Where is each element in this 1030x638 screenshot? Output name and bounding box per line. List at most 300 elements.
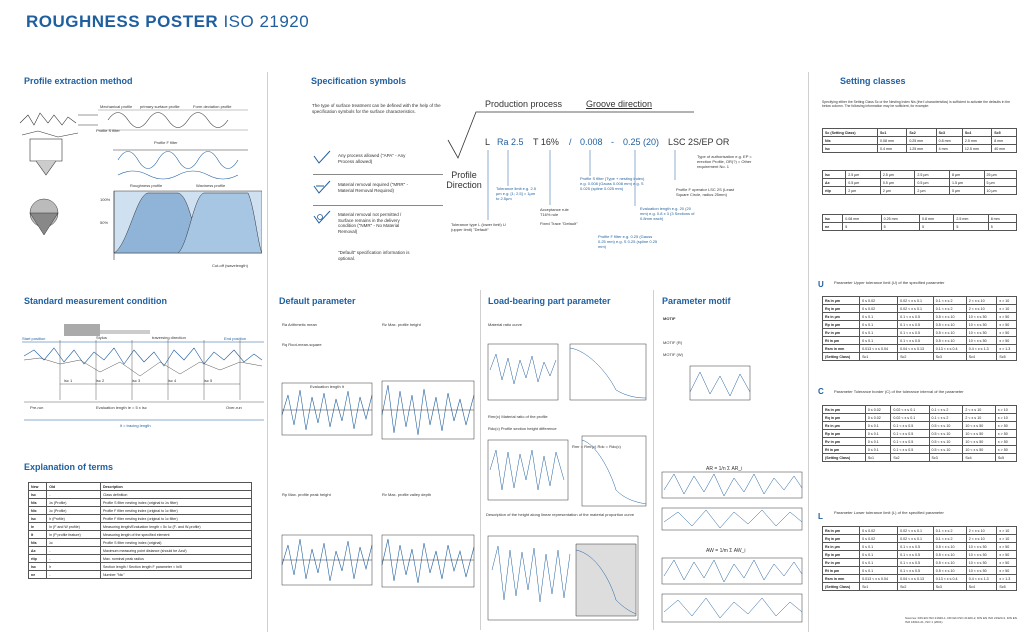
table-cell: - — [47, 571, 101, 579]
table-cell: 0.5 < x ≤ 10 — [933, 329, 966, 337]
table-cell: 0 ≤ 0.1 — [860, 543, 898, 551]
table-cell: 0.1 < x ≤ 2 — [929, 406, 963, 414]
section-profile-extraction: Profile extraction method — [24, 76, 133, 86]
default-eval-label: Evaluation length lt — [310, 384, 344, 389]
table-cell: lr (Profile) — [47, 515, 101, 523]
table-row — [823, 406, 1017, 414]
table-row — [823, 137, 1017, 145]
terms-header — [29, 483, 252, 491]
table-cell: 0.5 < x ≤ 10 — [933, 321, 966, 329]
table-cell: ne — [823, 223, 843, 231]
table-cell: 10 < x ≤ 50 — [966, 551, 997, 559]
table-row — [823, 321, 1017, 329]
table-cell: Ra in µm — [823, 406, 866, 414]
table-row — [823, 337, 1017, 345]
setting-table-1 — [822, 128, 1017, 153]
callout-f2: 0.25 (20) — [623, 137, 660, 147]
table-cell: Rz in µm — [823, 543, 860, 551]
table-cell: 10 < x ≤ 50 — [966, 313, 997, 321]
table-cell: Sc3 — [929, 454, 963, 462]
table-cell: Δx — [29, 547, 47, 555]
note-tolerance-type: Tolerance type L (lower limit) U (upper limit) "Default" — [451, 222, 506, 232]
table-cell: 0.04 < x ≤ 0.13 — [898, 345, 934, 353]
table-cell: rtip — [823, 187, 846, 195]
table-row — [823, 551, 1017, 559]
table-cell: Rq in µm — [823, 414, 866, 422]
table-cell: 5 — [843, 223, 881, 231]
table-cell: 5 — [988, 223, 1016, 231]
table-cell: lt — [29, 531, 47, 539]
table-cell: 0 ≤ 0.1 — [865, 438, 891, 446]
table-cell: 2 < x ≤ 10 — [966, 527, 997, 535]
th: Sc1 — [877, 129, 906, 137]
table-cell: 0.5 < x ≤ 10 — [933, 559, 966, 567]
title-iso: ISO 21920 — [223, 12, 310, 31]
table-cell: 0.1 < x ≤ 0.5 — [898, 329, 934, 337]
th: Old — [47, 483, 101, 491]
table-cell: 0.1 < x ≤ 0.5 — [891, 430, 929, 438]
table-cell: (Setting Class) — [823, 353, 860, 361]
table-cell: Rt in µm — [823, 337, 860, 345]
th: Sc5 — [992, 129, 1017, 137]
table-cell: 0.8 mm — [936, 137, 962, 145]
spec-any-process: Any process allowed ("APA" - Any Process allowed) — [338, 153, 406, 164]
note-tolerance-limit: Tolerance limit e.g. 2.5 µm e.g. [1; 2.5] = 1µm to 2.5µm — [496, 186, 537, 201]
section-standard-measurement: Standard measurement condition — [24, 296, 168, 306]
table-cell: Maximum measuring point distance (should be Δx≤f) — [100, 547, 251, 555]
section-load-bearing: Load-bearing part parameter — [488, 296, 611, 306]
callout-dash: - — [611, 137, 614, 147]
motif-w-label: MOTIF (W) — [663, 352, 683, 357]
table-cell: 0.1 < x ≤ 0.5 — [898, 313, 934, 321]
spec-nmr: Material removal not permitted / Surface remains in the delivery condition ("NMR" - No Material Removal) — [338, 212, 402, 234]
table-cell: Ra in µm — [823, 297, 860, 305]
table-cell: 0.013 < x ≤ 0.04 — [860, 345, 898, 353]
note-f-filter: Profile F filter e.g. 0.25 (Gauss 0.25 mm) e.g. S 0.25 (spline 0.25 mm) — [598, 234, 658, 249]
c-table-body — [823, 406, 1017, 462]
th: Sc3 — [936, 129, 962, 137]
motif-title: MOTIF — [663, 316, 676, 321]
table-cell: x > 50 — [995, 422, 1016, 430]
table-cell: 2 µm — [880, 187, 915, 195]
table-cell: 0.1 < x ≤ 2 — [933, 297, 966, 305]
table-cell: 0.25 mm — [907, 137, 936, 145]
table-row — [823, 559, 1017, 567]
table-cell: x > 50 — [997, 551, 1017, 559]
table-cell: Sc4 — [966, 583, 997, 591]
table-row — [823, 430, 1017, 438]
table-cell: x > 10 — [995, 414, 1016, 422]
divider-4 — [653, 290, 654, 630]
l-marker: L — [818, 512, 823, 521]
table-cell: 10 < x ≤ 50 — [966, 567, 997, 575]
table-cell: 10 < x ≤ 50 — [966, 329, 997, 337]
over-run-label: Over-run — [226, 405, 242, 410]
table-cell: Rv in µm — [823, 329, 860, 337]
table-cell: x > 10 — [997, 305, 1017, 313]
lsc-label-1: lsc 1 — [64, 378, 73, 383]
table-cell: 10 < x ≤ 50 — [963, 438, 995, 446]
section-setting-classes: Setting classes — [840, 76, 906, 86]
table-cell: lr — [47, 563, 101, 571]
table-cell: 4 mm — [936, 145, 962, 153]
table-row — [823, 414, 1017, 422]
lsc-label-5: lsc 5 — [204, 378, 213, 383]
groove-direction-label: Groove direction — [586, 99, 653, 109]
table-cell: 2 < x ≤ 10 — [966, 305, 997, 313]
spec-sep-2 — [313, 205, 443, 206]
lsc-label-4: lsc 4 — [168, 378, 177, 383]
table-cell: Rsm in mm — [823, 345, 860, 353]
table-cell: 8 mm — [992, 137, 1017, 145]
table-cell: (Setting Class) — [823, 583, 860, 591]
table-cell: 0.02 < x ≤ 0.1 — [891, 414, 929, 422]
table-cell: 2.5 µm — [880, 171, 915, 179]
table-row — [823, 145, 1017, 153]
table-row — [823, 567, 1017, 575]
table-cell: 0.04 < x ≤ 0.13 — [898, 575, 934, 583]
table-cell: 10 < x ≤ 50 — [966, 321, 997, 329]
th: Sc (Setting Class) — [823, 129, 878, 137]
note-eval-length: Evaluation length e.g. 20 (20 mm) e.g. 0.8 x 3 (3 Sections of 0.8mm each) — [640, 206, 695, 221]
note-p-operator: Profile F operator LSC 2S (Least Square Circle, radius 25mm) — [676, 187, 735, 197]
motif-formula-aw: AW = 1/m Σ AW_i — [706, 548, 746, 554]
table-cell: Rq in µm — [823, 305, 860, 313]
table-cell: 0.5 < x ≤ 10 — [933, 313, 966, 321]
title-bold: ROUGHNESS POSTER — [26, 12, 219, 31]
divider-1 — [267, 72, 268, 632]
table-cell: 0 ≤ 0.02 — [865, 406, 891, 414]
table-cell: Sc1 — [860, 353, 898, 361]
bearing-formula: Rmr = Rmr(c) Rdc = Rdc(c) — [572, 444, 621, 449]
table-cell: 0.4 < x ≤ 1.3 — [966, 345, 997, 353]
th: Sc4 — [962, 129, 991, 137]
table-cell: 0 ≤ 0.02 — [860, 527, 898, 535]
setting-table-2-body — [823, 171, 1017, 195]
table-cell: 2 µm — [915, 187, 950, 195]
table-cell: Nis — [29, 539, 47, 547]
table-cell: 0 ≤ 0.02 — [865, 414, 891, 422]
table-row — [823, 329, 1017, 337]
bearing-rmr-label: Rmr(c) Material ratio of the profile — [488, 414, 548, 419]
table-cell: 40 mm — [992, 145, 1017, 153]
table-cell: 0.08 mm — [843, 215, 881, 223]
bearing-rdc-label: Rdc(c) Profile section height difference — [488, 426, 557, 431]
table-row — [823, 313, 1017, 321]
table-cell: 0.5 < x ≤ 10 — [933, 337, 966, 345]
pe-label-sfilter: Profile S filter — [96, 128, 120, 133]
table-cell: Ra in µm — [823, 527, 860, 535]
table-cell: 0.1 < x ≤ 0.5 — [898, 567, 934, 575]
table-cell: Profile S filter nesting index (original to λs filter) — [100, 499, 251, 507]
table-cell: 10 µm — [984, 187, 1016, 195]
table-row — [823, 187, 1017, 195]
table-cell: Max. nominal peak radius — [100, 555, 251, 563]
table-cell: Class definition — [100, 491, 251, 499]
table-cell: Rq in µm — [823, 535, 860, 543]
production-process-label: Production process — [485, 99, 563, 109]
table-cell: 0.25 mm — [881, 215, 919, 223]
th: Sc2 — [907, 129, 936, 137]
table-cell: Δx — [823, 179, 846, 187]
table-cell: x > 50 — [995, 438, 1016, 446]
table-cell: 0.5 < x ≤ 10 — [929, 430, 963, 438]
table-row — [823, 422, 1017, 430]
load-bearing-charts — [486, 340, 650, 625]
table-cell: lsc — [29, 515, 47, 523]
pe-label-waviness: Waviness profile — [196, 183, 226, 188]
table-cell: rtip — [29, 555, 47, 563]
table-cell: 0 ≤ 0.1 — [865, 430, 891, 438]
spec-default-note: "Default" specification information is optional. — [338, 250, 410, 261]
section-spec-symbols: Specification symbols — [311, 76, 407, 86]
table-cell: Sc5 — [997, 353, 1017, 361]
pe-label-50: 50% — [100, 220, 109, 225]
end-position-label: End position — [224, 336, 247, 341]
default-rp-label: Rp Max. profile peak height — [282, 492, 331, 497]
table-cell: ln (P profile feature) — [47, 531, 101, 539]
setting-table-3 — [822, 214, 1017, 231]
table-cell: Measuring length/Evaluation length ≈ 5x λc (F- and W-profile) — [100, 523, 251, 531]
callout-lsc: LSC 2S/EP OR — [668, 137, 730, 147]
table-row — [29, 547, 252, 555]
table-cell: 0.5 < x ≤ 10 — [929, 438, 963, 446]
table-cell: x > 10 — [997, 527, 1017, 535]
table-cell: x > 50 — [997, 321, 1017, 329]
table-cell: Rz in µm — [823, 422, 866, 430]
table-cell: 0.13 < x ≤ 0.4 — [933, 575, 966, 583]
poster-title — [26, 12, 309, 32]
table-cell: 0 ≤ 0.1 — [865, 446, 891, 454]
table-cell: 5 — [954, 223, 988, 231]
callout-slash: / — [569, 137, 572, 147]
tracing-length-label: lt = tracing length — [120, 423, 151, 428]
l-table — [822, 526, 1017, 591]
table-cell: 2 µm — [846, 187, 881, 195]
table-cell: x > 1.3 — [997, 345, 1017, 353]
table-cell: x > 50 — [997, 329, 1017, 337]
table-row — [823, 215, 1017, 223]
table-cell: x > 10 — [995, 406, 1016, 414]
table-cell: 0.5 < x ≤ 10 — [933, 551, 966, 559]
table-cell: Rv in µm — [823, 438, 866, 446]
table-cell: 2 < x ≤ 10 — [963, 414, 995, 422]
table-row — [823, 527, 1017, 535]
table-cell: Sc1 — [865, 454, 891, 462]
u-table-body — [823, 297, 1017, 361]
table-row — [823, 297, 1017, 305]
table-cell: 0 ≤ 0.1 — [865, 422, 891, 430]
table-cell: x > 50 — [997, 313, 1017, 321]
c-marker: C — [818, 387, 824, 396]
table-cell: (Setting Class) — [823, 454, 866, 462]
motif-formula-ar: AR = 1/n Σ AR_i — [706, 466, 743, 472]
table-cell: 2 < x ≤ 10 — [963, 406, 995, 414]
check-icon-nmr — [313, 210, 331, 224]
table-cell: 5 µm — [949, 187, 984, 195]
table-cell: x > 50 — [997, 543, 1017, 551]
note-s-filter: Profile S filter (Type + nesting index) e.g. 0.008 (Gauss 0.008 mm) e.g. S 0.025 (spline 0.025 mm) — [580, 176, 645, 191]
table-cell: 10 < x ≤ 50 — [966, 337, 997, 345]
table-cell: - — [47, 555, 101, 563]
profile-direction-label: Profile Direction — [446, 170, 482, 190]
table-cell: Sc2 — [891, 454, 929, 462]
table-cell: 0.1 < x ≤ 2 — [933, 527, 966, 535]
table-cell: 0 ≤ 0.1 — [860, 567, 898, 575]
table-cell: Profile F filter nesting index (original to λc filter) — [100, 507, 251, 515]
table-row — [823, 353, 1017, 361]
table-cell: 0.02 < x ≤ 0.1 — [898, 305, 934, 313]
spec-mrr: Material removal required ("MRR" - Material Removal Required) — [338, 182, 408, 193]
table-cell: 0.1 < x ≤ 0.5 — [898, 337, 934, 345]
table-cell: Section length / Section length F parameter ≈ ln/5 — [100, 563, 251, 571]
table-cell: Sc3 — [933, 583, 966, 591]
default-rv-label: Rv Max. profile valley depth — [382, 492, 432, 497]
stylus-label: Stylus — [96, 335, 107, 340]
pe-label-cutoff: Cut-off (wavelength) — [212, 263, 248, 268]
table-cell: 0.5 µm — [880, 179, 915, 187]
table-row — [823, 179, 1017, 187]
pe-label-primary: primary surface profile — [140, 104, 180, 109]
table-cell: 0 ≤ 0.1 — [860, 321, 898, 329]
table-row — [823, 171, 1017, 179]
l-table-body — [823, 527, 1017, 591]
table-cell: x > 10 — [997, 535, 1017, 543]
check-icon-mrr — [313, 180, 331, 194]
table-cell: 5 µm — [984, 179, 1016, 187]
table-cell: x > 50 — [997, 567, 1017, 575]
table-row — [823, 543, 1017, 551]
table-cell: 2 < x ≤ 10 — [966, 297, 997, 305]
table-row — [29, 515, 252, 523]
table-row — [823, 345, 1017, 353]
table-cell: 10 < x ≤ 50 — [963, 446, 995, 454]
table-cell: 0 ≤ 0.1 — [860, 551, 898, 559]
table-cell: - — [47, 547, 101, 555]
table-cell: λs (Profile) — [47, 499, 101, 507]
table-cell: 0.02 < x ≤ 0.1 — [891, 406, 929, 414]
table-cell: ne — [29, 571, 47, 579]
lsc-label-2: lsc 2 — [96, 378, 105, 383]
default-rq-label: Rq Root-mean-square — [282, 342, 322, 347]
table-cell: Sc3 — [933, 353, 966, 361]
bearing-description: Description of the height along linear representation of the material proportion curve — [486, 512, 635, 517]
table-cell: lsc — [29, 491, 47, 499]
callout-l: L — [485, 137, 491, 147]
table-row — [29, 539, 252, 547]
table-cell: 10 < x ≤ 50 — [966, 543, 997, 551]
table-cell: 0.02 < x ≤ 0.1 — [898, 535, 934, 543]
table-cell: Sc5 — [995, 454, 1016, 462]
table-cell: lsc — [823, 145, 878, 153]
table-cell: Rp in µm — [823, 321, 860, 329]
table-cell: 0.08 mm — [877, 137, 906, 145]
u-table-title: Parameter Upper tolerance limit (U) of the specified parameter — [834, 280, 945, 285]
note-auth: Type of authorisation e.g. EP = erection Profile, OR(?) = Other requirement No. 1 — [697, 154, 752, 169]
table-cell: Rz in µm — [823, 313, 860, 321]
table-cell: 2.5 µm — [915, 171, 950, 179]
table-cell: 0.1 < x ≤ 0.5 — [891, 446, 929, 454]
table-cell: 0.4 < x ≤ 1.3 — [966, 575, 997, 583]
lsc-label-3: lsc 3 — [132, 378, 141, 383]
table-cell: 5 — [920, 223, 954, 231]
setting-table-3-body — [823, 215, 1017, 231]
table-cell: 0 ≤ 0.02 — [860, 535, 898, 543]
table-row — [29, 523, 252, 531]
bearing-curve-label: Material ratio curve — [488, 322, 523, 327]
pre-run-label: Pre-run — [30, 405, 44, 410]
table-row — [29, 507, 252, 515]
pe-label-roughness: Roughness profile — [130, 183, 163, 188]
setting-intro: Specifying either the Setting Class Sc or the Nesting Index Nis (the f-characteristics) is sufficient to activate the defaults in the below column. The following information may be sufficient, for example: — [822, 100, 1011, 109]
th: New — [29, 483, 47, 491]
setting-table-2 — [822, 170, 1017, 195]
table-row — [29, 555, 252, 563]
section-explanation-terms: Explanation of terms — [24, 462, 114, 472]
default-parameter-charts — [280, 355, 476, 625]
table-row — [823, 446, 1017, 454]
u-marker: U — [818, 280, 824, 289]
table-row — [29, 499, 252, 507]
table-cell: x > 50 — [997, 337, 1017, 345]
table-cell: Profile F filter nesting index (original to λc filter) — [100, 515, 251, 523]
table-cell: x > 10 — [997, 297, 1017, 305]
table-cell: 2.5 mm — [954, 215, 988, 223]
table-cell: lsc — [29, 563, 47, 571]
table-cell: 0.013 < x ≤ 0.04 — [860, 575, 898, 583]
default-ra-label: Ra Arithmetic mean — [282, 322, 317, 327]
table-cell: Profile S filter nesting index (original) — [100, 539, 251, 547]
table-cell: 0 ≤ 0.02 — [860, 305, 898, 313]
table-cell: 0 ≤ 0.1 — [860, 337, 898, 345]
note-acceptance: Acceptance rule T16% rule — [540, 207, 569, 217]
table-row — [823, 575, 1017, 583]
table-cell: 2 < x ≤ 10 — [966, 535, 997, 543]
table-cell: x > 50 — [995, 446, 1016, 454]
table-cell: Rv in µm — [823, 559, 860, 567]
table-cell: 25 µm — [984, 171, 1016, 179]
u-table — [822, 296, 1017, 361]
table-cell: le — [29, 523, 47, 531]
table-cell: 0.5 µm — [915, 179, 950, 187]
table-cell: Nic — [29, 507, 47, 515]
pe-label-ffilter: Profile F filter — [154, 140, 178, 145]
table-cell: 0.13 < x ≤ 0.4 — [933, 345, 966, 353]
table-cell: λc (Profile) — [47, 507, 101, 515]
table-cell: 0.1 < x ≤ 0.5 — [898, 559, 934, 567]
table-cell: 0.8 mm — [920, 215, 954, 223]
table-cell: 8 µm — [949, 171, 984, 179]
table-row — [823, 438, 1017, 446]
c-table — [822, 405, 1017, 462]
table-cell: 0.5 < x ≤ 10 — [933, 567, 966, 575]
table-cell: 0.1 < x ≤ 2 — [933, 535, 966, 543]
table-cell: Measuring length of the specified element — [100, 531, 251, 539]
table-cell: 0.1 < x ≤ 0.5 — [898, 551, 934, 559]
table-cell: 10 < x ≤ 50 — [966, 559, 997, 567]
c-table-title: Parameter Tolerance border (C) of the tolerance interval of the parameter — [834, 389, 964, 394]
table-cell: 0.5 < x ≤ 10 — [929, 446, 963, 454]
evaluation-length-label: Evaluation length le = 5 x lsc — [96, 405, 147, 410]
table-cell: 2.5 mm — [962, 137, 991, 145]
table-cell: 0.5 µm — [846, 179, 881, 187]
table-cell: 10 < x ≤ 50 — [963, 422, 995, 430]
table-row — [29, 531, 252, 539]
table-row — [29, 563, 252, 571]
table-cell: 1.25 mm — [907, 145, 936, 153]
table-cell: Sc2 — [898, 583, 934, 591]
table-cell: Rp in µm — [823, 551, 860, 559]
